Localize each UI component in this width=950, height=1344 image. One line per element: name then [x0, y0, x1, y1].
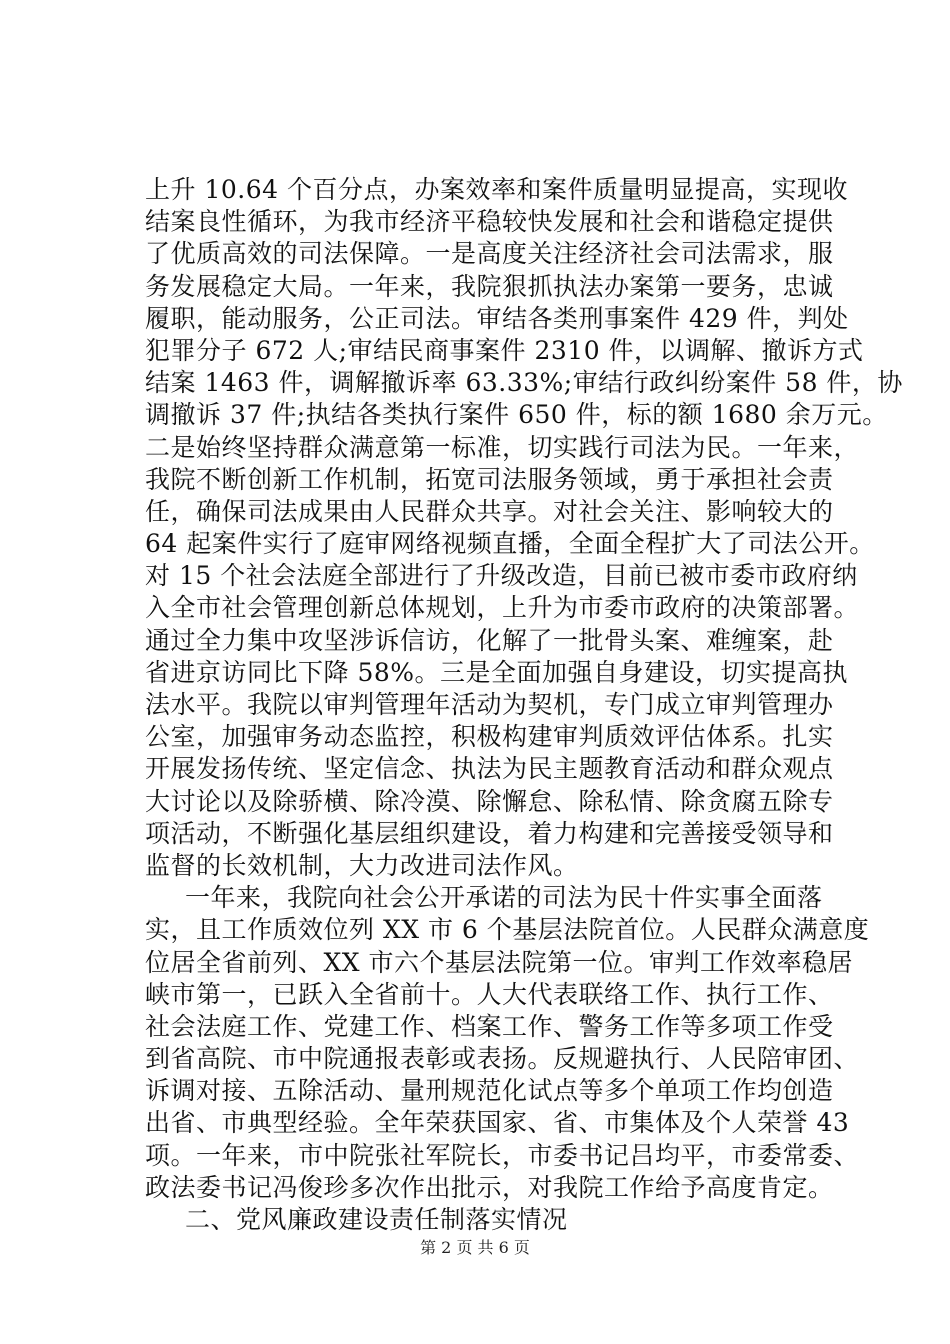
text-line: 诉调对接、五除活动、量刑规范化试点等多个单项工作均创造 — [145, 1076, 834, 1106]
text-line: 了优质高效的司法保障。一是高度关注经济社会司法需求，服 — [145, 239, 834, 269]
body-text — [145, 174, 903, 1236]
text-line: 位居全省前列、XX 市六个基层法院第一位。审判工作效率稳居 — [145, 947, 854, 977]
text-line: 政法委书记冯俊珍多次作出批示，对我院工作给予高度肯定。 — [145, 1172, 834, 1202]
text-line: 项活动，不断强化基层组织建设，着力构建和完善接受领导和 — [145, 818, 834, 848]
text-line: 我院不断创新工作机制，拓宽司法服务领域，勇于承担社会责 — [145, 464, 834, 494]
text-line: 犯罪分子 672 人;审结民商事案件 2310 件，以调解、撤诉方式 — [145, 335, 864, 365]
text-line: 入全市社会管理创新总体规划，上升为市委市政府的决策部署。 — [145, 593, 860, 623]
text-line: 结案 1463 件，调解撤诉率 63.33%;审结行政纠纷案件 58 件，协 — [145, 368, 903, 398]
text-line: 社会法庭工作、党建工作、档案工作、警务工作等多项工作受 — [145, 1011, 834, 1041]
text-line: 任，确保司法成果由人民群众共享。对社会关注、影响较大的 — [145, 496, 834, 526]
text-line: 调撤诉 37 件;执结各类执行案件 650 件，标的额 1680 余万元。 — [145, 400, 888, 430]
text-line: 省进京访同比下降 58%。三是全面加强自身建设，切实提高执 — [145, 657, 849, 687]
text-line: 务发展稳定大局。一年来，我院狠抓执法办案第一要务，忠诚 — [145, 271, 834, 301]
text-line: 法水平。我院以审判管理年活动为契机，专门成立审判管理办 — [145, 690, 834, 719]
text-line: 公室，加强审务动态监控，积极构建审判质效评估体系。扎实 — [145, 722, 834, 752]
paragraph-start-line: 一年来，我院向社会公开承诺的司法为民十件实事全面落 — [185, 883, 823, 913]
text-line: 通过全力集中攻坚涉诉信访，化解了一批骨头案、难缠案，赴 — [145, 625, 834, 655]
text-line: 二是始终坚持群众满意第一标准，切实践行司法为民。一年来， — [145, 432, 860, 462]
text-line: 上升 10.64 个百分点，办案效率和案件质量明显提高，实现收 — [145, 175, 848, 204]
text-line: 峡市第一，已跃入全省前十。人大代表联络工作、执行工作、 — [145, 979, 834, 1009]
text-line: 开展发扬传统、坚定信念、执法为民主题教育活动和群众观点 — [145, 754, 834, 784]
text-line: 履职，能动服务，公正司法。审结各类刑事案件 429 件，判处 — [145, 303, 849, 333]
text-line: 结案良性循环，为我市经济平稳较快发展和社会和谐稳定提供 — [145, 207, 834, 237]
text-line: 到省高院、市中院通报表彰或表扬。反规避执行、人民陪审团、 — [145, 1044, 860, 1074]
text-line: 项。一年来，市中院张社军院长，市委书记吕均平，市委常委、 — [145, 1140, 860, 1170]
text-line: 对 15 个社会法庭全部进行了升级改造，目前已被市委市政府纳 — [145, 561, 858, 591]
text-line: 监督的长效机制，大力改进司法作风。 — [145, 850, 579, 880]
text-line: 出省、市典型经验。全年荣获国家、省、市集体及个人荣誉 43 — [145, 1108, 850, 1138]
text-line: 64 起案件实行了庭审网络视频直播，全面全程扩大了司法公开。 — [145, 529, 875, 559]
text-line: 实，且工作质效位列 XX 市 6 个基层法院首位。人民群众满意度 — [145, 915, 870, 945]
section-heading: 二、党风廉政建设责任制落实情况 — [185, 1205, 568, 1234]
page-number-footer: 第 2 页 共 6 页 — [420, 1238, 530, 1257]
text-line: 大讨论以及除骄横、除冷漠、除懈怠、除私情、除贪腐五除专 — [145, 786, 834, 816]
